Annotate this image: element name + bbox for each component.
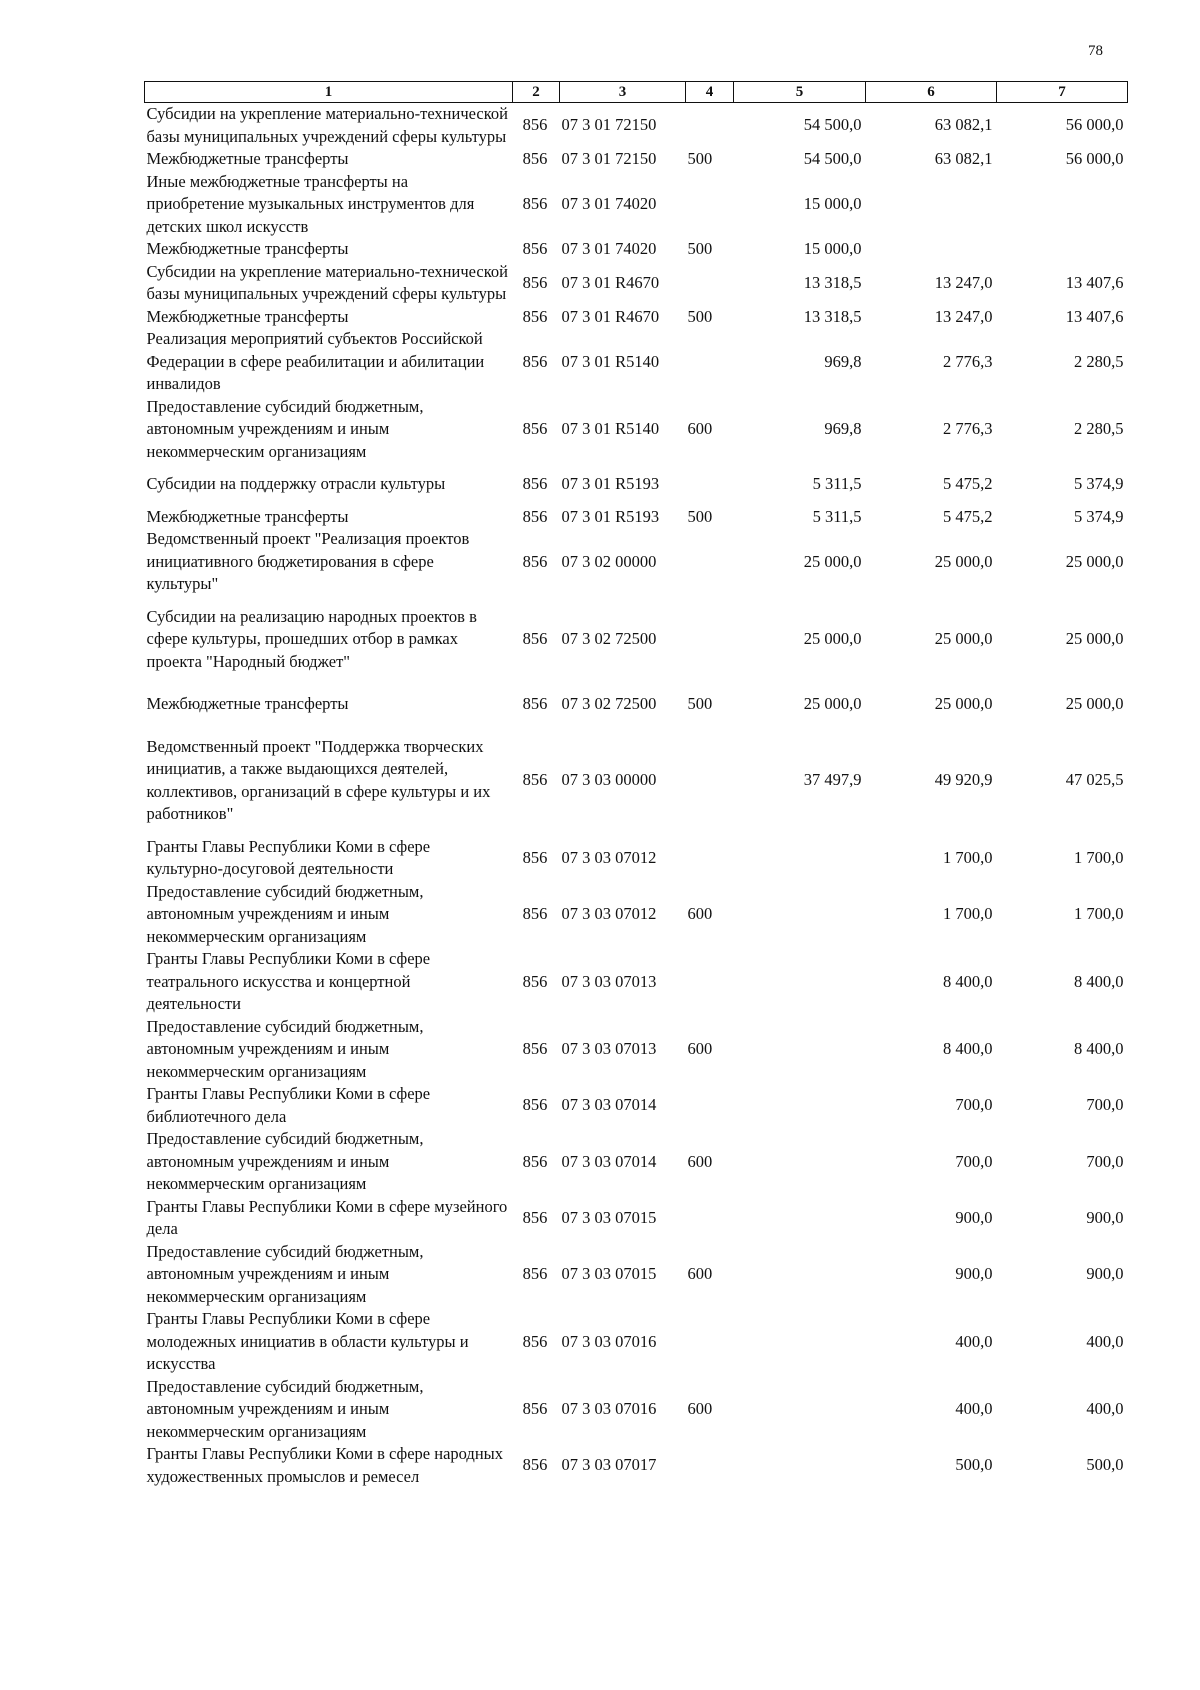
row-expense-type-cell xyxy=(686,103,734,149)
table-row xyxy=(145,596,1128,684)
row-name-cell: Реализация мероприятий субъектов Российской Федерации в сфере реабилитации и абилитации инвалидов xyxy=(146,329,485,393)
row-expense-type-cell: 500 xyxy=(687,694,713,713)
table-row xyxy=(145,1083,1128,1128)
table-row xyxy=(145,328,1128,396)
row-expense-type-cell xyxy=(686,948,734,1016)
row-expense-type-cell xyxy=(686,1443,734,1488)
row-name-cell: Межбюджетные трансферты xyxy=(146,306,349,326)
row-value-col7-cell: 700,0 xyxy=(1086,1151,1124,1171)
row-value-col7-cell: 47 025,5 xyxy=(1065,770,1124,790)
table-row xyxy=(145,1196,1128,1241)
table-row xyxy=(145,836,1128,881)
row-value-col6-cell: 25 000,0 xyxy=(934,551,993,571)
row-value-col7-cell: 25 000,0 xyxy=(1065,629,1124,648)
row-expense-type-cell xyxy=(686,836,734,881)
row-admin-code-cell: 856 xyxy=(522,272,548,292)
row-target-article-cell: 07 3 03 07013 xyxy=(561,1039,657,1058)
row-admin-code-cell: 856 xyxy=(522,1151,548,1171)
row-value-col5-cell: 15 000,0 xyxy=(803,194,862,213)
row-name-cell: Гранты Главы Республики Коми в сфере молодежных инициатив в области культуры и искусства xyxy=(146,1309,469,1373)
row-target-article-cell: 07 3 01 74020 xyxy=(561,239,657,258)
row-value-col5-cell: 969,8 xyxy=(824,419,862,438)
row-expense-type-cell xyxy=(686,171,734,239)
row-value-col5-cell xyxy=(734,1016,866,1084)
row-value-col5-cell: 13 318,5 xyxy=(803,306,862,326)
table-row xyxy=(145,103,1128,149)
row-value-col5-cell: 25 000,0 xyxy=(803,694,862,713)
row-admin-code-cell: 856 xyxy=(522,306,548,326)
row-expense-type-cell: 600 xyxy=(687,1264,713,1283)
column-header-6: 6 xyxy=(866,82,997,103)
row-target-article-cell: 07 3 01 R5140 xyxy=(561,419,660,438)
column-header-5: 5 xyxy=(734,82,866,103)
row-admin-code-cell: 856 xyxy=(522,419,548,438)
row-target-article-cell: 07 3 03 07012 xyxy=(561,847,657,867)
row-value-col6-cell: 400,0 xyxy=(955,1399,993,1418)
row-name-cell: Межбюджетные трансферты xyxy=(146,239,349,258)
row-value-col6-cell: 8 400,0 xyxy=(943,971,993,991)
row-value-col7-cell xyxy=(997,171,1128,239)
row-value-col7-cell: 400,0 xyxy=(1086,1399,1124,1418)
row-admin-code-cell: 856 xyxy=(522,1399,548,1418)
row-name-cell: Гранты Главы Республики Коми в сфере музейного дела xyxy=(146,1196,508,1238)
row-value-col5-cell: 13 318,5 xyxy=(803,272,862,292)
row-value-col7-cell: 400,0 xyxy=(1086,1331,1124,1351)
row-value-col6-cell: 1 700,0 xyxy=(943,847,993,867)
table-row xyxy=(145,306,1128,329)
row-target-article-cell: 07 3 03 00000 xyxy=(561,770,657,790)
row-value-col6-cell: 13 247,0 xyxy=(934,272,993,292)
row-value-col6-cell: 5 475,2 xyxy=(943,506,993,526)
row-target-article-cell: 07 3 01 R4670 xyxy=(561,272,660,292)
row-value-col5-cell xyxy=(734,836,866,881)
row-value-col5-cell: 969,8 xyxy=(824,351,862,371)
table-row xyxy=(145,1308,1128,1376)
row-value-col6-cell: 13 247,0 xyxy=(934,306,993,326)
row-admin-code-cell: 856 xyxy=(522,1331,548,1351)
row-name-cell: Предоставление субсидий бюджетным, автономным учреждениям и иным некоммерческим организациям xyxy=(146,1016,424,1081)
row-target-article-cell: 07 3 03 07015 xyxy=(561,1207,657,1227)
row-value-col7-cell: 8 400,0 xyxy=(1074,1039,1124,1058)
row-value-col6-cell: 900,0 xyxy=(955,1207,993,1227)
row-name-cell: Предоставление субсидий бюджетным, автономным учреждениям и иным некоммерческим организациям xyxy=(146,396,424,461)
column-header-1: 1 xyxy=(145,82,513,103)
row-expense-type-cell xyxy=(686,1083,734,1128)
row-expense-type-cell xyxy=(686,528,734,596)
row-admin-code-cell: 856 xyxy=(522,1039,548,1058)
column-header-4: 4 xyxy=(686,82,734,103)
row-admin-code-cell: 856 xyxy=(522,506,548,526)
row-value-col7-cell: 1 700,0 xyxy=(1074,904,1124,923)
column-header-2: 2 xyxy=(513,82,560,103)
row-target-article-cell: 07 3 03 07012 xyxy=(561,904,657,923)
row-expense-type-cell: 600 xyxy=(687,1039,713,1058)
row-value-col5-cell xyxy=(734,881,866,949)
column-header-7: 7 xyxy=(997,82,1128,103)
row-admin-code-cell: 856 xyxy=(522,551,548,571)
row-value-col6-cell: 49 920,9 xyxy=(934,770,993,790)
row-expense-type-cell: 500 xyxy=(687,306,713,326)
table-row xyxy=(145,506,1128,529)
budget-table xyxy=(144,81,1128,1488)
row-expense-type-cell: 600 xyxy=(687,904,713,923)
row-name-cell: Субсидии на укрепление материально-технической базы муниципальных учреждений сферы культуры xyxy=(146,104,508,146)
row-value-col6-cell: 63 082,1 xyxy=(934,149,993,168)
row-name-cell: Межбюджетные трансферты xyxy=(146,506,349,526)
row-value-col7-cell: 700,0 xyxy=(1086,1095,1124,1115)
table-row xyxy=(145,1241,1128,1309)
row-expense-type-cell xyxy=(686,261,734,306)
row-value-col7-cell: 2 280,5 xyxy=(1074,351,1124,371)
row-value-col7-cell: 5 374,9 xyxy=(1074,506,1124,526)
row-admin-code-cell: 856 xyxy=(522,1095,548,1115)
row-value-col5-cell xyxy=(734,948,866,1016)
row-value-col7-cell: 56 000,0 xyxy=(1065,149,1124,168)
row-value-col7-cell xyxy=(997,238,1128,261)
row-value-col7-cell: 900,0 xyxy=(1086,1264,1124,1283)
row-target-article-cell: 07 3 03 07014 xyxy=(561,1151,657,1171)
row-value-col7-cell: 5 374,9 xyxy=(1074,474,1124,493)
row-value-col5-cell xyxy=(734,1443,866,1488)
table-row xyxy=(145,463,1128,506)
row-value-col5-cell xyxy=(734,1083,866,1128)
row-target-article-cell: 07 3 02 00000 xyxy=(561,551,657,571)
row-value-col5-cell: 54 500,0 xyxy=(803,149,862,168)
row-name-cell: Ведомственный проект "Реализация проектов инициативного бюджетирования в сфере культуры" xyxy=(146,529,470,593)
row-value-col6-cell xyxy=(866,171,997,239)
page-number: 78 xyxy=(1088,43,1103,59)
row-name-cell: Межбюджетные трансферты xyxy=(146,694,349,713)
table-row xyxy=(145,171,1128,239)
row-expense-type-cell: 500 xyxy=(687,239,713,258)
row-admin-code-cell: 856 xyxy=(522,1455,548,1475)
table-body xyxy=(145,103,1128,1489)
table-row xyxy=(145,238,1128,261)
row-target-article-cell: 07 3 03 07016 xyxy=(561,1399,657,1418)
row-expense-type-cell: 500 xyxy=(687,149,713,168)
row-expense-type-cell xyxy=(686,463,734,506)
row-admin-code-cell: 856 xyxy=(522,1207,548,1227)
row-expense-type-cell xyxy=(686,328,734,396)
row-expense-type-cell: 600 xyxy=(687,1399,713,1418)
row-target-article-cell: 07 3 01 R5140 xyxy=(561,351,660,371)
table-row xyxy=(145,1376,1128,1444)
row-expense-type-cell: 600 xyxy=(687,419,713,438)
row-value-col5-cell: 5 311,5 xyxy=(812,506,862,526)
row-value-col7-cell: 900,0 xyxy=(1086,1207,1124,1227)
row-name-cell: Предоставление субсидий бюджетным, автономным учреждениям и иным некоммерческим организациям xyxy=(146,1241,424,1306)
row-name-cell: Предоставление субсидий бюджетным, автономным учреждениям и иным некоммерческим организациям xyxy=(146,1376,424,1441)
row-value-col6-cell: 5 475,2 xyxy=(943,474,993,493)
row-target-article-cell: 07 3 03 07016 xyxy=(561,1331,657,1351)
row-admin-code-cell: 856 xyxy=(522,194,548,213)
row-target-article-cell: 07 3 03 07015 xyxy=(561,1264,657,1283)
table-header-row xyxy=(145,82,1128,103)
row-admin-code-cell: 856 xyxy=(522,694,548,713)
row-admin-code-cell: 856 xyxy=(522,474,548,493)
row-name-cell: Предоставление субсидий бюджетным, автономным учреждениям и иным некоммерческим организациям xyxy=(146,881,424,946)
table-row xyxy=(145,148,1128,171)
table-row xyxy=(145,528,1128,596)
row-value-col5-cell xyxy=(734,1308,866,1376)
row-value-col5-cell: 37 497,9 xyxy=(803,770,862,790)
row-expense-type-cell xyxy=(686,1308,734,1376)
row-value-col5-cell xyxy=(734,1376,866,1444)
row-value-col5-cell xyxy=(734,1196,866,1241)
row-name-cell: Гранты Главы Республики Коми в сфере библиотечного дела xyxy=(146,1084,431,1126)
row-value-col5-cell: 5 311,5 xyxy=(812,474,862,493)
row-value-col5-cell xyxy=(734,1128,866,1196)
row-value-col7-cell: 13 407,6 xyxy=(1065,272,1124,292)
table-row xyxy=(145,683,1128,726)
row-name-cell: Гранты Главы Республики Коми в сфере культурно-досуговой деятельности xyxy=(146,836,431,878)
row-name-cell: Гранты Главы Республики Коми в сфере театрального искусства и концертной деятельности xyxy=(146,949,431,1013)
row-target-article-cell: 07 3 01 72150 xyxy=(561,115,657,135)
row-value-col6-cell: 700,0 xyxy=(955,1151,993,1171)
row-admin-code-cell: 856 xyxy=(522,629,548,648)
row-value-col7-cell: 1 700,0 xyxy=(1074,847,1124,867)
row-expense-type-cell: 500 xyxy=(687,506,713,526)
row-value-col6-cell: 900,0 xyxy=(955,1264,993,1283)
row-admin-code-cell: 856 xyxy=(522,115,548,135)
row-value-col5-cell: 15 000,0 xyxy=(803,239,862,258)
row-value-col5-cell: 54 500,0 xyxy=(803,115,862,135)
row-admin-code-cell: 856 xyxy=(522,239,548,258)
row-value-col7-cell: 2 280,5 xyxy=(1074,419,1124,438)
row-value-col7-cell: 8 400,0 xyxy=(1074,971,1124,991)
row-name-cell: Субсидии на поддержку отрасли культуры xyxy=(146,474,446,493)
table-row xyxy=(145,881,1128,949)
table-row xyxy=(145,1443,1128,1488)
row-name-cell: Гранты Главы Республики Коми в сфере народных художественных промыслов и ремесел xyxy=(146,1444,503,1486)
table-row xyxy=(145,1128,1128,1196)
row-admin-code-cell: 856 xyxy=(522,770,548,790)
row-name-cell: Предоставление субсидий бюджетным, автономным учреждениям и иным некоммерческим организациям xyxy=(146,1129,424,1193)
row-value-col6-cell: 8 400,0 xyxy=(943,1039,993,1058)
row-value-col5-cell: 25 000,0 xyxy=(803,629,862,648)
row-expense-type-cell xyxy=(686,1196,734,1241)
row-value-col6-cell xyxy=(866,238,997,261)
row-value-col6-cell: 25 000,0 xyxy=(934,694,993,713)
row-admin-code-cell: 856 xyxy=(522,847,548,867)
row-admin-code-cell: 856 xyxy=(522,351,548,371)
row-target-article-cell: 07 3 01 R5193 xyxy=(561,506,660,526)
row-target-article-cell: 07 3 03 07013 xyxy=(561,971,657,991)
row-value-col6-cell: 63 082,1 xyxy=(934,115,993,135)
row-admin-code-cell: 856 xyxy=(522,971,548,991)
table-row xyxy=(145,1016,1128,1084)
row-target-article-cell: 07 3 01 R5193 xyxy=(561,474,660,493)
row-target-article-cell: 07 3 01 R4670 xyxy=(561,306,660,326)
row-value-col6-cell: 400,0 xyxy=(955,1331,993,1351)
row-target-article-cell: 07 3 03 07014 xyxy=(561,1095,657,1115)
row-name-cell: Субсидии на реализацию народных проектов в сфере культуры, прошедших отбор в рамках проекта "Народный бюджет" xyxy=(146,606,477,671)
row-name-cell: Иные межбюджетные трансферты на приобретение музыкальных инструментов для детских школ искусств xyxy=(146,171,475,236)
table-row xyxy=(145,726,1128,836)
row-value-col5-cell xyxy=(734,1241,866,1309)
row-value-col6-cell: 1 700,0 xyxy=(943,904,993,923)
row-value-col6-cell: 2 776,3 xyxy=(943,419,993,438)
row-admin-code-cell: 856 xyxy=(522,149,548,168)
row-value-col7-cell: 500,0 xyxy=(1086,1455,1124,1475)
row-name-cell: Межбюджетные трансферты xyxy=(146,149,349,168)
row-target-article-cell: 07 3 02 72500 xyxy=(561,629,657,648)
row-value-col5-cell: 25 000,0 xyxy=(803,551,862,571)
row-value-col6-cell: 25 000,0 xyxy=(934,629,993,648)
row-value-col7-cell: 25 000,0 xyxy=(1065,551,1124,571)
row-target-article-cell: 07 3 03 07017 xyxy=(561,1455,657,1475)
table-row xyxy=(145,261,1128,306)
row-value-col7-cell: 25 000,0 xyxy=(1065,694,1124,713)
row-target-article-cell: 07 3 01 74020 xyxy=(561,194,657,213)
row-value-col7-cell: 13 407,6 xyxy=(1065,306,1124,326)
row-value-col7-cell: 56 000,0 xyxy=(1065,115,1124,135)
row-expense-type-cell xyxy=(686,726,734,836)
table-row xyxy=(145,396,1128,464)
row-name-cell: Ведомственный проект "Поддержка творческих инициатив, а также выдающихся деятелей, коллективов, организаций в сфере культуры и их работников" xyxy=(146,736,491,823)
row-admin-code-cell: 856 xyxy=(522,904,548,923)
row-value-col6-cell: 500,0 xyxy=(955,1455,993,1475)
table-row xyxy=(145,948,1128,1016)
row-name-cell: Субсидии на укрепление материально-технической базы муниципальных учреждений сферы культуры xyxy=(146,261,508,303)
row-value-col6-cell: 700,0 xyxy=(955,1095,993,1115)
row-value-col6-cell: 2 776,3 xyxy=(943,351,993,371)
row-target-article-cell: 07 3 01 72150 xyxy=(561,149,657,168)
row-expense-type-cell xyxy=(686,596,734,684)
row-target-article-cell: 07 3 02 72500 xyxy=(561,694,657,713)
row-expense-type-cell: 600 xyxy=(687,1151,713,1171)
column-header-3: 3 xyxy=(560,82,686,103)
row-admin-code-cell: 856 xyxy=(522,1264,548,1283)
